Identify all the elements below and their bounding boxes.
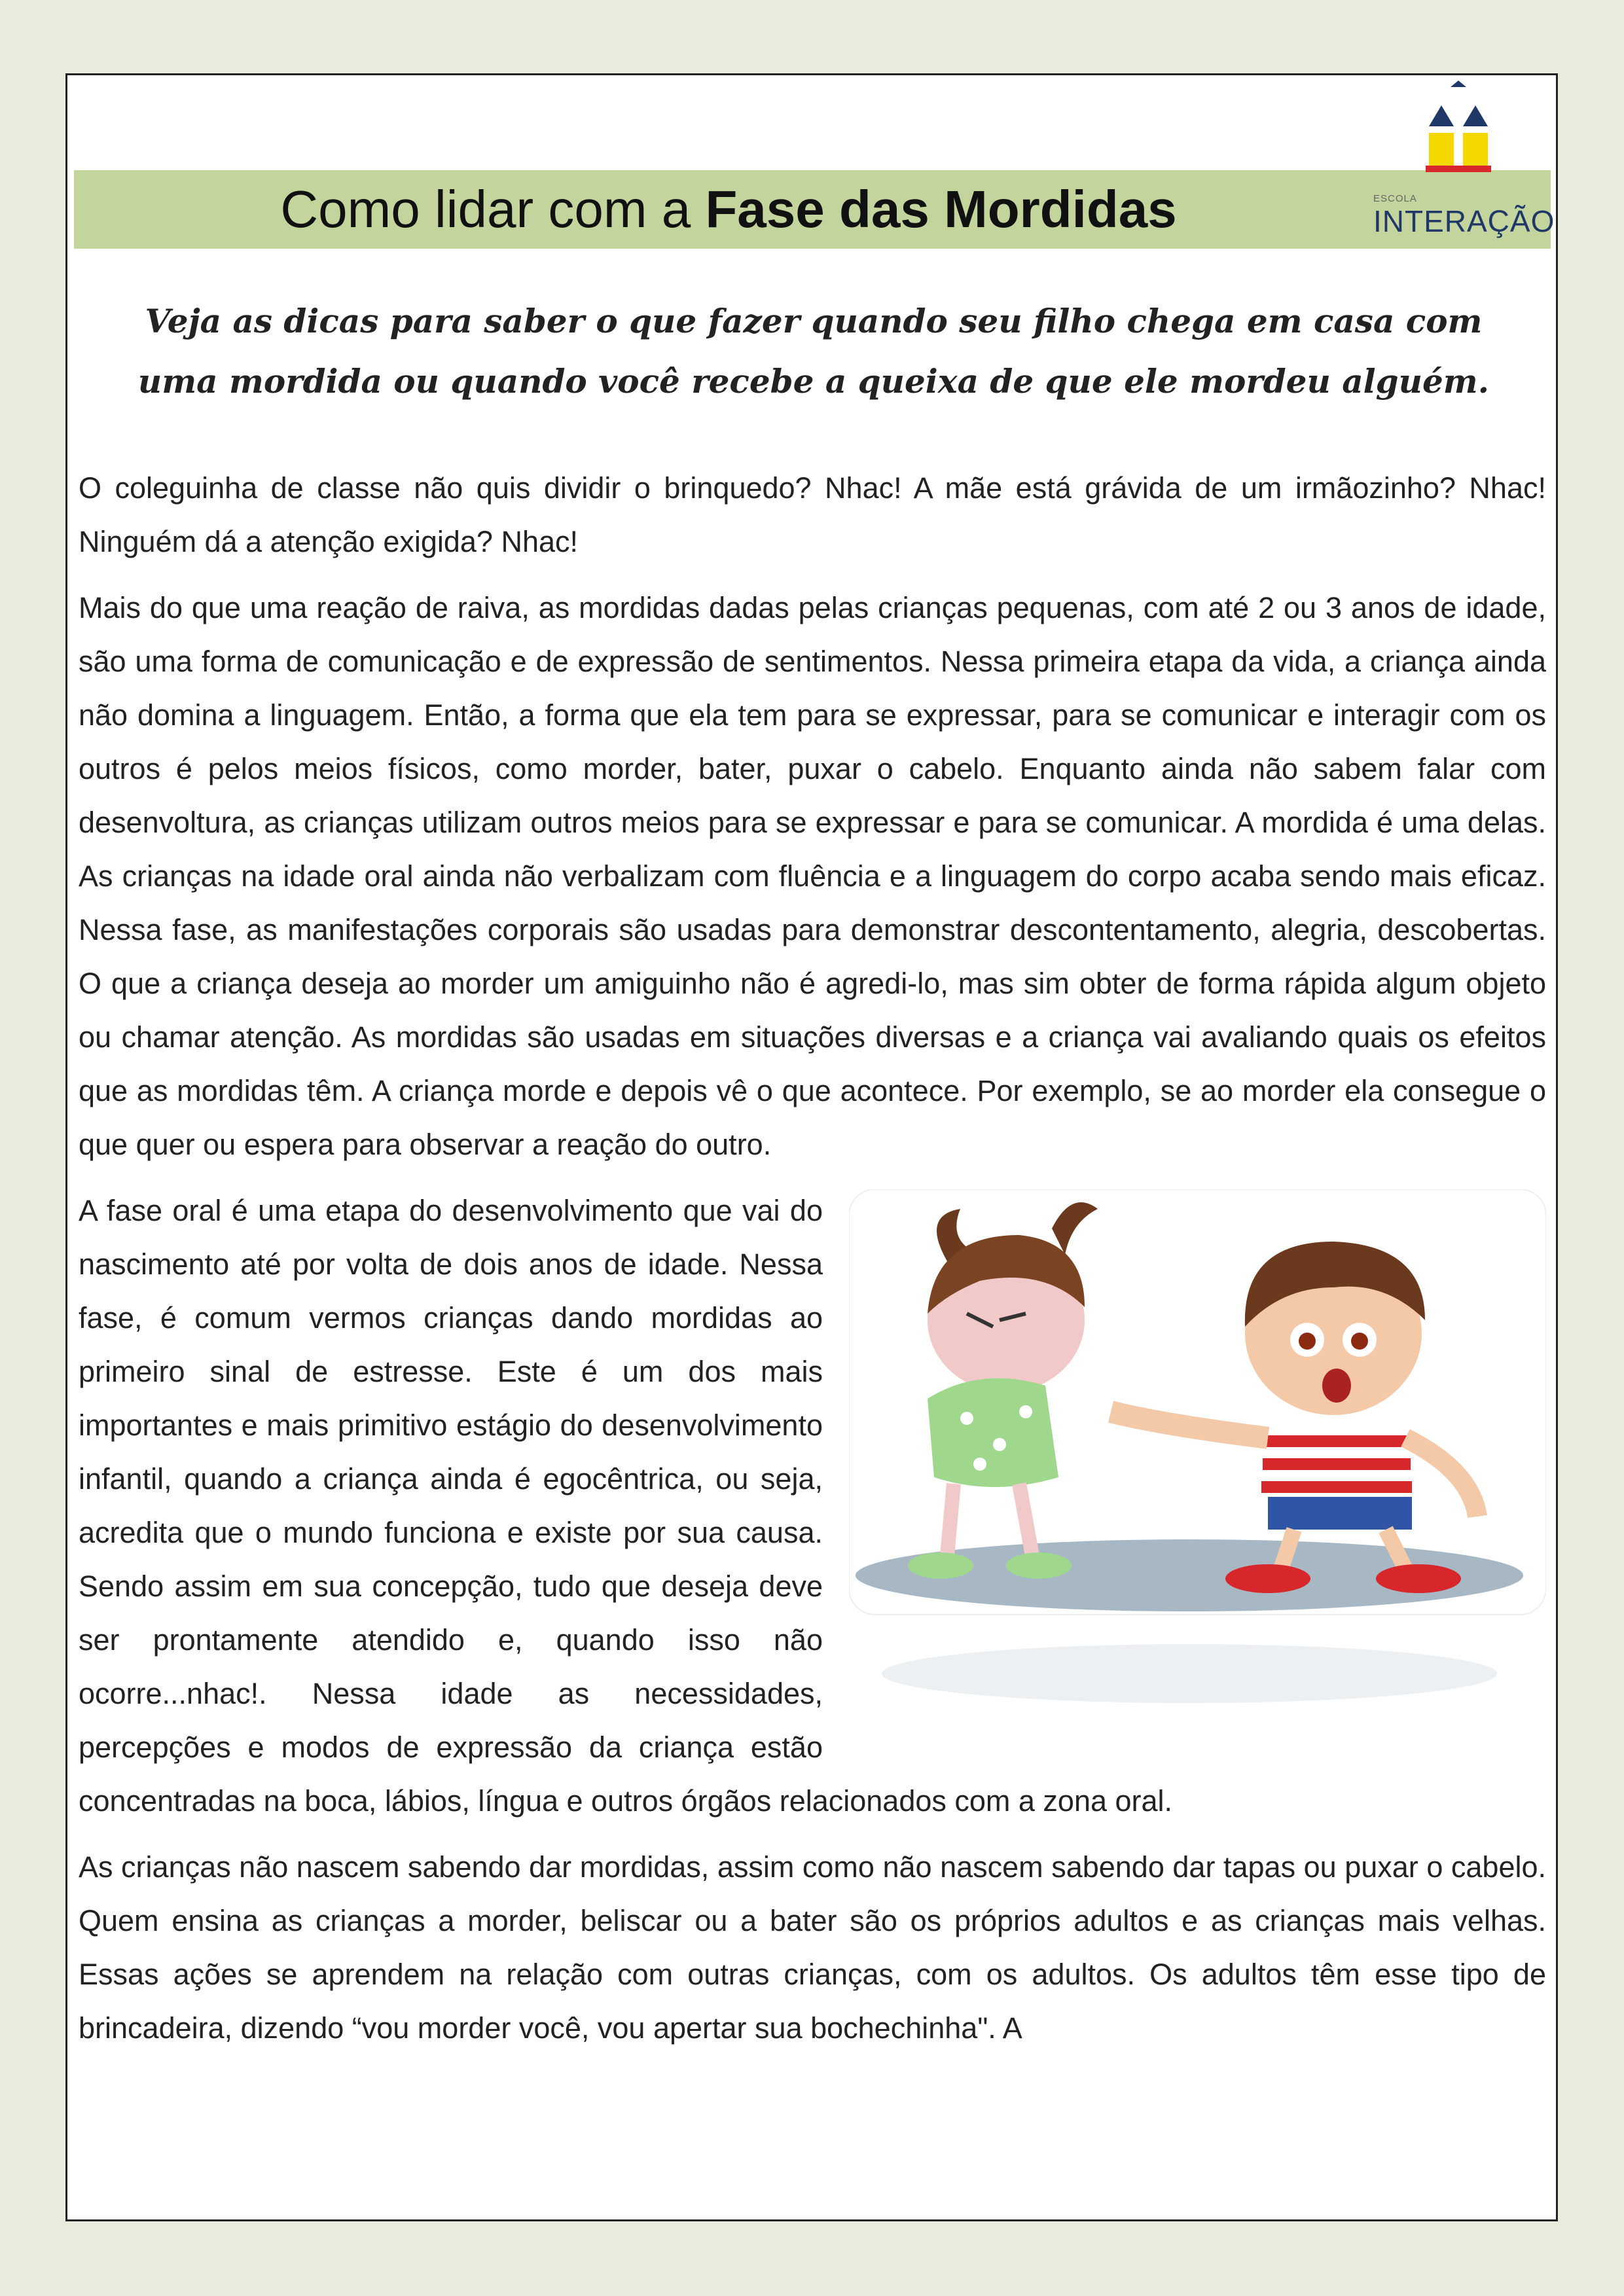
girl-biting-boy-illustration [849, 1189, 1546, 1732]
title-band [74, 170, 1551, 249]
title-prefix: Como lidar com a [280, 180, 706, 238]
paragraph-1: O coleguinha de classe não quis dividir o brinquedo? Nhac! A mãe está grávida de um irmãozinho? Nhac! Ninguém dá a atenção exigida? Nhac! [79, 471, 1546, 558]
logo-house-icon [1406, 81, 1511, 179]
illustration-svg [849, 1189, 1546, 1732]
logo-name: INTERAÇÃO [1373, 204, 1555, 238]
page-title [74, 170, 1383, 249]
article-body [79, 461, 1546, 2068]
school-logo [1373, 81, 1555, 270]
paragraph-4: As crianças não nascem sabendo dar mordidas, assim como não nascem sabendo dar tapas ou puxar o cabelo. Quem ensina as crianças a morder, beliscar ou a bater são os próprios adultos e as crianças mais velhas. Essas ações se aprendem na relação com outras crianças, com os adultos. Os adultos têm esse tipo de brincadeira, dizendo “vou morder você, vou apertar sua bochechinha". A [79, 1850, 1546, 2045]
paragraph-3: A fase oral é uma etapa do desenvolvimento que vai do nascimento até por volta de dois anos de idade. Nessa fase, é comum vermos crianças dando mordidas ao primeiro sinal de estresse. Este é um dos mais importantes e mais primitivo estágio do desenvolvimento infantil, quando a criança ainda é egocêntrica, ou seja, acredita que o mundo funciona e existe por sua causa. Sendo assim em sua concepção, tudo que deseja deve ser prontamente atendido e, quando isso não ocorre...nhac!. Nessa idade as necessidades, percepções e modos de expressão da criança estão concentradas na boca, lábios, língua e outros órgãos relacionados com a zona oral. [79, 1194, 1173, 1818]
subtitle: Veja as dicas para saber o que fazer quando seu filho chega em casa com uma mordida ou quando você recebe a queixa de que ele mordeu alguém. [137, 302, 1490, 401]
title-bold: Fase das Mordidas [705, 180, 1177, 238]
page-frame [65, 73, 1558, 2221]
paragraph-2: Mais do que uma reação de raiva, as mordidas dadas pelas crianças pequenas, com até 2 ou 3 anos de idade, são uma forma de comunicação e de expressão de sentimentos. Nessa primeira etapa da vida, a criança ainda não domina a linguagem. Então, a forma que ela tem para se expressar, para se comunicar e interagir com os outros é pelos meios físicos, como morder, bater, puxar o cabelo. Enquanto ainda não sabem falar com desenvoltura, as crianças utilizam outros meios para se expressar e para se comunicar. A mordida é uma delas. As crianças na idade oral ainda não verbalizam com fluência e a linguagem do corpo acaba sendo mais eficaz. Nessa fase, as manifestações corporais são usadas para demonstrar descontentamento, alegria, descobertas. O que a criança deseja ao morder um amiguinho não é agredi-lo, mas sim obter de forma rápida algum objeto ou chamar atenção. As mordidas são usadas em situações diversas e a criança vai avaliando quais os efeitos que as mordidas têm. A criança morde e depois vê o que acontece. Por exemplo, se ao morder ela consegue o que quer ou espera para observar a reação do outro. [79, 591, 1546, 1161]
logo-small-text: ESCOLA [1373, 193, 1417, 204]
